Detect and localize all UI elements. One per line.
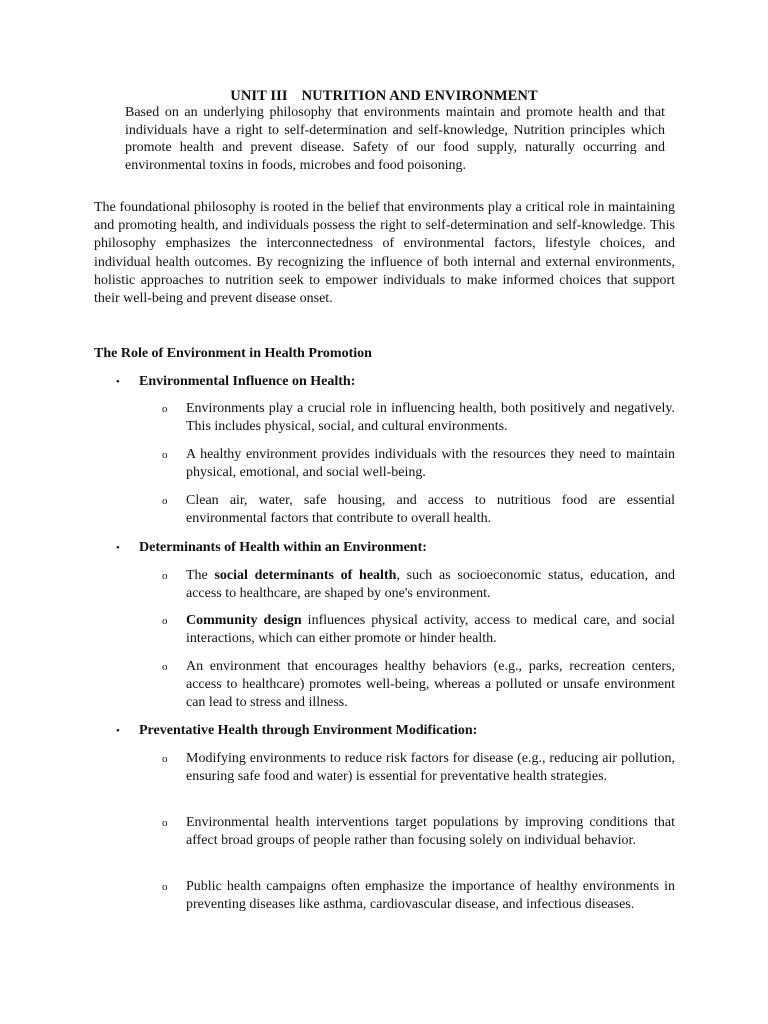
bullet-marker: • bbox=[116, 725, 120, 737]
sub-marker: o bbox=[162, 403, 168, 415]
bullet-marker: • bbox=[116, 376, 120, 388]
sub-marker: o bbox=[162, 495, 168, 507]
emphasis-term: Community design bbox=[186, 613, 302, 628]
sub-item-text: Clean air, water, safe housing, and access to nutritious food are essential environmental factors that contribute to overall health. bbox=[186, 493, 675, 527]
unit-title bbox=[0, 87, 768, 105]
unit-intro: Based on an underlying philosophy that environments maintain and promote health and that individuals have a right to self-determination and self-knowledge, Nutrition principles which promote health and prevent disease. Safety of our food supply, naturally occurring and environmental toxins in foods, microbes and food poisoning. bbox=[125, 105, 665, 173]
sub-item-text: A healthy environment provides individuals with the resources they need to maintain physical, emotional, and social well-being. bbox=[186, 447, 675, 481]
sub-item-text bbox=[186, 612, 675, 648]
sub-item-text: Environmental health interventions target populations by improving conditions that affect broad groups of people rather than focusing solely on individual behavior. bbox=[186, 815, 675, 849]
bullet-label: Environmental Influence on Health: bbox=[139, 374, 356, 389]
sub-item-text bbox=[186, 567, 675, 603]
sub-marker: o bbox=[162, 881, 168, 893]
sub-item-text: Modifying environments to reduce risk factors for disease (e.g., reducing air pollution, ensuring safe food and water) is essential for preventative health strategies. bbox=[186, 751, 675, 785]
sub-item-post: , such as socioeconomic status, education, and access to healthcare, are shaped by one's environment. bbox=[186, 568, 676, 602]
philosophy-paragraph: The foundational philosophy is rooted in the belief that environments play a critical role in maintaining and promoting health, and individuals possess the right to self-determination and self-knowledge. This philosophy emphasizes the interconnectedness of environmental factors, lifestyle choices, and individual health outcomes. By recognizing the influence of both internal and external environments, holistic approaches to nutrition seek to empower individuals to make informed choices that support their well-being and prevent disease onset. bbox=[94, 200, 675, 307]
sub-item-text: Environments play a crucial role in influencing health, both positively and negatively. This includes physical, social, and cultural environments. bbox=[186, 401, 675, 435]
sub-marker: o bbox=[162, 753, 168, 765]
sub-item-pre: The bbox=[186, 568, 215, 583]
emphasis-term: social determinants of health bbox=[214, 568, 397, 583]
bullet-label: Preventative Health through Environment Modification: bbox=[139, 723, 478, 738]
bullet-marker: • bbox=[116, 542, 120, 554]
sub-marker: o bbox=[162, 449, 168, 461]
sub-marker: o bbox=[162, 615, 168, 627]
sub-item-post: influences physical activity, access to medical care, and social interactions, which can either promote or hinder health. bbox=[186, 613, 676, 647]
unit-number: UNIT III bbox=[230, 88, 288, 104]
section-heading: The Role of Environment in Health Promotion bbox=[94, 346, 372, 361]
sub-item-text: Public health campaigns often emphasize the importance of healthy environments in preventing diseases like asthma, cardiovascular disease, and infectious diseases. bbox=[186, 879, 675, 913]
sub-marker: o bbox=[162, 817, 168, 829]
bullet-label: Determinants of Health within an Environment: bbox=[139, 540, 427, 555]
sub-item-text: An environment that encourages healthy behaviors (e.g., parks, recreation centers, access to healthcare) promotes well-being, whereas a polluted or unsafe environment can lead to stress and illness. bbox=[186, 659, 675, 711]
sub-marker: o bbox=[162, 570, 168, 582]
sub-marker: o bbox=[162, 661, 168, 673]
unit-name: NUTRITION AND ENVIRONMENT bbox=[301, 88, 538, 104]
